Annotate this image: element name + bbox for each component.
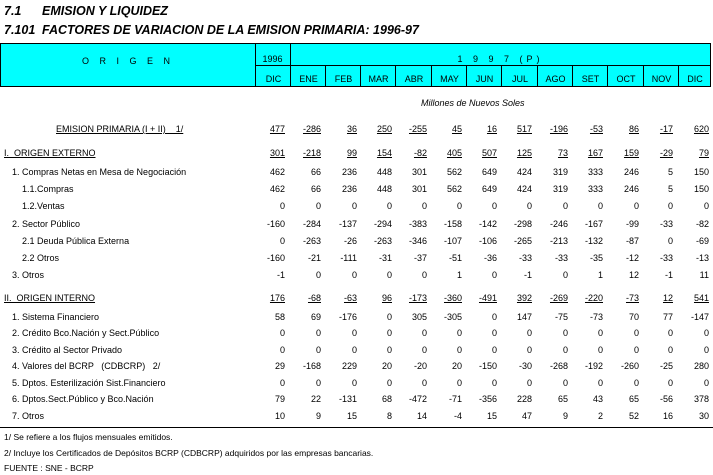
- row-value: -35: [589, 253, 603, 263]
- table-row: [0, 361, 713, 375]
- header-month: ENE: [299, 74, 318, 84]
- row-value: 79: [698, 148, 709, 158]
- row-value: -132: [584, 236, 603, 246]
- table-row: [0, 411, 713, 425]
- header-divider-horizontal: [255, 65, 711, 66]
- table-title-text: FACTORES DE VARIACION DE LA EMISION PRIMARIA: 1996-97: [42, 23, 419, 37]
- row-value: 477: [269, 124, 285, 134]
- table-row: [0, 312, 713, 326]
- row-value: -29: [659, 148, 673, 158]
- row-value: 29: [274, 361, 285, 371]
- row-value: -284: [302, 219, 321, 229]
- row-value: 150: [693, 167, 709, 177]
- row-value: 65: [628, 394, 639, 404]
- row-value: -71: [448, 394, 462, 404]
- row-value: 236: [341, 184, 357, 194]
- row-label: 1. Compras Netas en Mesa de Negociación: [12, 167, 187, 177]
- header-month: JUN: [475, 74, 494, 84]
- row-value: 69: [310, 312, 321, 322]
- row-value: 319: [552, 184, 568, 194]
- row-value: -33: [659, 219, 673, 229]
- row-value: -69: [695, 236, 709, 246]
- row-value: 70: [628, 312, 639, 322]
- row-value: 58: [274, 312, 285, 322]
- row-value: -346: [408, 236, 427, 246]
- row-value: 378: [693, 394, 709, 404]
- table-row: [0, 253, 713, 267]
- header-month: MAY: [440, 74, 459, 84]
- row-value: -12: [625, 253, 639, 263]
- row-value: 0: [386, 328, 392, 338]
- row-value: -263: [373, 236, 392, 246]
- row-value: -168: [302, 361, 321, 371]
- row-value: 0: [315, 201, 321, 211]
- row-value: 392: [516, 293, 532, 303]
- row-value: -360: [443, 293, 462, 303]
- units-caption: Millones de Nuevos Soles: [421, 98, 525, 108]
- table-title: [4, 23, 419, 37]
- row-value: 12: [628, 270, 639, 280]
- row-value: 405: [446, 148, 462, 158]
- row-value: 0: [315, 270, 321, 280]
- row-value: 301: [411, 184, 427, 194]
- source-note: FUENTE : SNE - BCRP: [4, 463, 94, 473]
- row-value: 0: [597, 328, 603, 338]
- row-value: 0: [315, 378, 321, 388]
- row-value: 0: [456, 345, 462, 355]
- row-value: -1: [276, 270, 285, 280]
- row-value: 246: [623, 167, 639, 177]
- row-value: 154: [376, 148, 392, 158]
- row-value: -13: [695, 253, 709, 263]
- row-value: 0: [526, 378, 532, 388]
- row-value: 319: [552, 167, 568, 177]
- row-value: -68: [307, 293, 321, 303]
- row-value: 0: [456, 378, 462, 388]
- row-value: 0: [456, 328, 462, 338]
- row-value: -17: [659, 124, 673, 134]
- row-value: 0: [386, 312, 392, 322]
- row-label: 1. Sistema Financiero: [12, 312, 100, 322]
- row-value: 0: [526, 345, 532, 355]
- row-value: 0: [562, 345, 568, 355]
- row-value: 0: [351, 345, 357, 355]
- row-value: 77: [662, 312, 673, 322]
- row-value: 301: [269, 148, 285, 158]
- header-month: MAR: [368, 74, 389, 84]
- row-value: 0: [421, 345, 427, 355]
- row-value: 5: [667, 167, 673, 177]
- row-value: -255: [408, 124, 427, 134]
- row-value: 301: [411, 167, 427, 177]
- row-value: 0: [315, 328, 321, 338]
- row-value: 0: [667, 328, 673, 338]
- row-value: 305: [411, 312, 427, 322]
- row-value: 0: [279, 345, 285, 355]
- row-value: 0: [351, 328, 357, 338]
- row-value: 620: [693, 124, 709, 134]
- row-value: 562: [446, 184, 462, 194]
- row-value: -51: [448, 253, 462, 263]
- row-value: -294: [373, 219, 392, 229]
- footer-rule: [0, 427, 713, 428]
- row-value: 0: [491, 328, 497, 338]
- row-value: 43: [592, 394, 603, 404]
- row-value: 0: [279, 328, 285, 338]
- row-value: -150: [478, 361, 497, 371]
- header-origen: O R I G E N: [81, 56, 174, 66]
- row-value: -192: [584, 361, 603, 371]
- row-value: 246: [623, 184, 639, 194]
- row-value: 150: [693, 184, 709, 194]
- row-value: -173: [408, 293, 427, 303]
- row-value: 0: [667, 236, 673, 246]
- row-value: 0: [279, 201, 285, 211]
- row-value: -160: [266, 219, 285, 229]
- row-value: 236: [341, 167, 357, 177]
- row-value: 14: [416, 411, 427, 421]
- row-value: 0: [491, 345, 497, 355]
- table-row: [0, 201, 713, 215]
- row-value: 0: [703, 345, 709, 355]
- row-value: -53: [589, 124, 603, 134]
- row-value: -37: [413, 253, 427, 263]
- row-value: 0: [597, 201, 603, 211]
- row-value: 0: [526, 201, 532, 211]
- table-row: [0, 293, 713, 307]
- row-value: 86: [628, 124, 639, 134]
- section-number: 7.1: [4, 4, 22, 18]
- row-label: 7. Otros: [12, 411, 45, 421]
- row-value: -26: [343, 236, 357, 246]
- row-value: 11: [699, 270, 709, 280]
- row-value: -286: [302, 124, 321, 134]
- row-value: -260: [620, 361, 639, 371]
- row-value: 0: [421, 378, 427, 388]
- row-value: 15: [486, 411, 497, 421]
- row-value: -1: [523, 270, 532, 280]
- row-value: -220: [584, 293, 603, 303]
- table-number: 7.101: [4, 23, 36, 37]
- row-value: 424: [516, 184, 532, 194]
- section-title: [4, 4, 168, 18]
- row-value: 0: [279, 236, 285, 246]
- row-value: 159: [623, 148, 639, 158]
- row-value: 0: [667, 345, 673, 355]
- row-value: 8: [386, 411, 392, 421]
- row-value: 12: [662, 293, 673, 303]
- row-value: 0: [491, 270, 497, 280]
- row-value: 0: [703, 328, 709, 338]
- row-value: 0: [351, 270, 357, 280]
- row-value: 66: [310, 184, 321, 194]
- row-value: 0: [633, 378, 639, 388]
- row-value: 541: [693, 293, 709, 303]
- table-row: [0, 184, 713, 198]
- footnote-2: 2/ Incluye los Certificados de Depósitos BCRP (CDBCRP) adquiridos por las empresas bancarias.: [4, 448, 374, 458]
- header-month: AGO: [545, 74, 566, 84]
- table-header: [0, 43, 711, 87]
- table-row: [0, 148, 713, 162]
- row-value: 0: [386, 201, 392, 211]
- row-value: 0: [667, 201, 673, 211]
- row-value: 0: [562, 328, 568, 338]
- row-label: 3. Crédito al Sector Privado: [12, 345, 123, 355]
- header-month: FEB: [334, 74, 353, 84]
- table-row: [0, 167, 713, 181]
- row-value: -33: [659, 253, 673, 263]
- row-value: 0: [351, 201, 357, 211]
- row-value: -63: [343, 293, 357, 303]
- row-value: -4: [453, 411, 462, 421]
- row-value: 0: [526, 328, 532, 338]
- table-row: [0, 378, 713, 392]
- row-value: 30: [698, 411, 709, 421]
- row-value: -131: [338, 394, 357, 404]
- table-row: [0, 236, 713, 250]
- row-label: 4. Valores del BCRP (CDBCRP) 2/: [12, 361, 161, 371]
- row-value: -111: [340, 253, 357, 263]
- row-value: -263: [302, 236, 321, 246]
- row-value: -36: [483, 253, 497, 263]
- row-value: 5: [667, 184, 673, 194]
- table-row: [0, 394, 713, 408]
- row-value: 229: [341, 361, 357, 371]
- row-value: -160: [266, 253, 285, 263]
- row-value: 0: [421, 328, 427, 338]
- row-value: 0: [315, 345, 321, 355]
- row-value: 0: [667, 378, 673, 388]
- row-value: -107: [443, 236, 462, 246]
- row-value: -82: [695, 219, 709, 229]
- row-value: -158: [443, 219, 462, 229]
- row-value: 0: [562, 201, 568, 211]
- row-value: 280: [693, 361, 709, 371]
- row-value: 0: [351, 378, 357, 388]
- row-value: 0: [562, 378, 568, 388]
- row-value: 2: [597, 411, 603, 421]
- row-value: -31: [378, 253, 392, 263]
- row-value: -269: [549, 293, 568, 303]
- row-value: 0: [491, 312, 497, 322]
- row-value: -73: [625, 293, 639, 303]
- row-value: 125: [516, 148, 532, 158]
- row-value: 507: [481, 148, 497, 158]
- row-label: 3. Otros: [12, 270, 45, 280]
- row-value: -265: [513, 236, 532, 246]
- table-row: [0, 270, 713, 284]
- row-value: 0: [703, 201, 709, 211]
- row-value: 0: [633, 345, 639, 355]
- row-value: -1: [664, 270, 673, 280]
- row-value: 424: [516, 167, 532, 177]
- header-month: OCT: [616, 74, 636, 84]
- row-value: -33: [554, 253, 568, 263]
- row-value: -33: [518, 253, 532, 263]
- row-value: -196: [549, 124, 568, 134]
- row-value: 0: [421, 201, 427, 211]
- row-value: 0: [633, 201, 639, 211]
- row-value: -82: [413, 148, 427, 158]
- row-value: 16: [486, 124, 497, 134]
- row-value: -213: [549, 236, 568, 246]
- row-value: 0: [703, 378, 709, 388]
- row-value: 1: [456, 270, 462, 280]
- row-value: 517: [516, 124, 532, 134]
- row-value: 0: [562, 270, 568, 280]
- table-row: [0, 345, 713, 359]
- header-month: NOV: [651, 74, 672, 84]
- row-value: -25: [659, 361, 673, 371]
- row-value: 0: [491, 378, 497, 388]
- row-value: -87: [625, 236, 639, 246]
- footnote-1: 1/ Se refiere a los flujos mensuales emitidos.: [4, 432, 173, 442]
- row-value: 448: [376, 167, 392, 177]
- row-value: 649: [481, 167, 497, 177]
- header-month: DIC: [687, 74, 703, 84]
- table-row: [0, 124, 713, 138]
- row-value: 649: [481, 184, 497, 194]
- row-value: -147: [690, 312, 709, 322]
- row-value: -491: [478, 293, 497, 303]
- row-value: -142: [478, 219, 497, 229]
- row-value: -298: [513, 219, 532, 229]
- row-value: 68: [381, 394, 392, 404]
- row-value: 0: [597, 378, 603, 388]
- row-label: 2. Sector Público: [12, 219, 81, 229]
- row-label: 2.2 Otros: [22, 253, 60, 263]
- row-value: 15: [346, 411, 357, 421]
- row-value: 45: [451, 124, 462, 134]
- row-value: 462: [269, 167, 285, 177]
- row-value: 36: [346, 124, 357, 134]
- row-label: II. ORIGEN INTERNO: [4, 293, 96, 303]
- row-label: I. ORIGEN EXTERNO: [4, 148, 96, 158]
- row-value: 0: [633, 328, 639, 338]
- row-value: 462: [269, 184, 285, 194]
- row-value: -56: [659, 394, 673, 404]
- row-value: 16: [662, 411, 673, 421]
- row-value: 20: [381, 361, 392, 371]
- row-value: 9: [315, 411, 321, 421]
- row-value: 0: [386, 378, 392, 388]
- row-value: 47: [521, 411, 532, 421]
- header-month: SET: [581, 74, 600, 84]
- row-label: 2. Crédito Bco.Nación y Sect.Público: [12, 328, 160, 338]
- row-value: 0: [421, 270, 427, 280]
- row-value: -176: [338, 312, 357, 322]
- row-value: 562: [446, 167, 462, 177]
- row-value: 448: [376, 184, 392, 194]
- row-value: -167: [584, 219, 603, 229]
- row-value: 250: [376, 124, 392, 134]
- row-value: -75: [554, 312, 568, 322]
- header-month: ABR: [404, 74, 424, 84]
- row-value: 65: [557, 394, 568, 404]
- row-value: -356: [478, 394, 497, 404]
- section-title-text: EMISION Y LIQUIDEZ: [42, 4, 168, 18]
- row-value: -246: [549, 219, 568, 229]
- row-value: -137: [338, 219, 357, 229]
- row-value: 79: [274, 394, 285, 404]
- row-value: -21: [307, 253, 321, 263]
- row-value: 96: [381, 293, 392, 303]
- row-value: 9: [562, 411, 568, 421]
- row-value: -20: [413, 361, 427, 371]
- row-value: -30: [518, 361, 532, 371]
- row-label: EMISION PRIMARIA (I + II) 1/: [56, 124, 184, 134]
- header-year-1997: 1 9 9 7 (P): [457, 54, 544, 64]
- row-value: 66: [310, 167, 321, 177]
- row-label: 1.1.Compras: [22, 184, 74, 194]
- row-value: 22: [310, 394, 321, 404]
- row-value: -99: [625, 219, 639, 229]
- row-value: -305: [443, 312, 462, 322]
- row-value: 333: [587, 167, 603, 177]
- row-value: 20: [451, 361, 462, 371]
- row-value: 333: [587, 184, 603, 194]
- row-value: 0: [279, 378, 285, 388]
- header-month: JUL: [511, 74, 528, 84]
- row-value: -268: [549, 361, 568, 371]
- row-value: 10: [274, 411, 285, 421]
- header-month: DIC: [265, 74, 282, 84]
- row-value: 99: [346, 148, 357, 158]
- row-value: 228: [516, 394, 532, 404]
- table-row: [0, 328, 713, 342]
- row-value: -73: [589, 312, 603, 322]
- row-value: 0: [386, 345, 392, 355]
- row-value: -383: [408, 219, 427, 229]
- row-value: -106: [478, 236, 497, 246]
- row-value: 52: [628, 411, 639, 421]
- row-value: 0: [491, 201, 497, 211]
- row-value: 0: [456, 201, 462, 211]
- row-label: 5. Dptos. Esterilización Sist.Financiero: [12, 378, 166, 388]
- row-value: 1: [597, 270, 603, 280]
- row-value: 73: [557, 148, 568, 158]
- table-row: [0, 219, 713, 233]
- row-value: -472: [408, 394, 427, 404]
- header-year-1996: 1996: [262, 54, 283, 64]
- row-label: 6. Dptos.Sect.Público y Bco.Nación: [12, 394, 154, 404]
- row-value: 147: [516, 312, 532, 322]
- row-value: 167: [587, 148, 603, 158]
- row-value: 0: [597, 345, 603, 355]
- row-label: 1.2.Ventas: [22, 201, 65, 211]
- row-value: 0: [386, 270, 392, 280]
- row-value: 176: [269, 293, 285, 303]
- row-label: 2.1 Deuda Pública Externa: [22, 236, 130, 246]
- row-value: -218: [302, 148, 321, 158]
